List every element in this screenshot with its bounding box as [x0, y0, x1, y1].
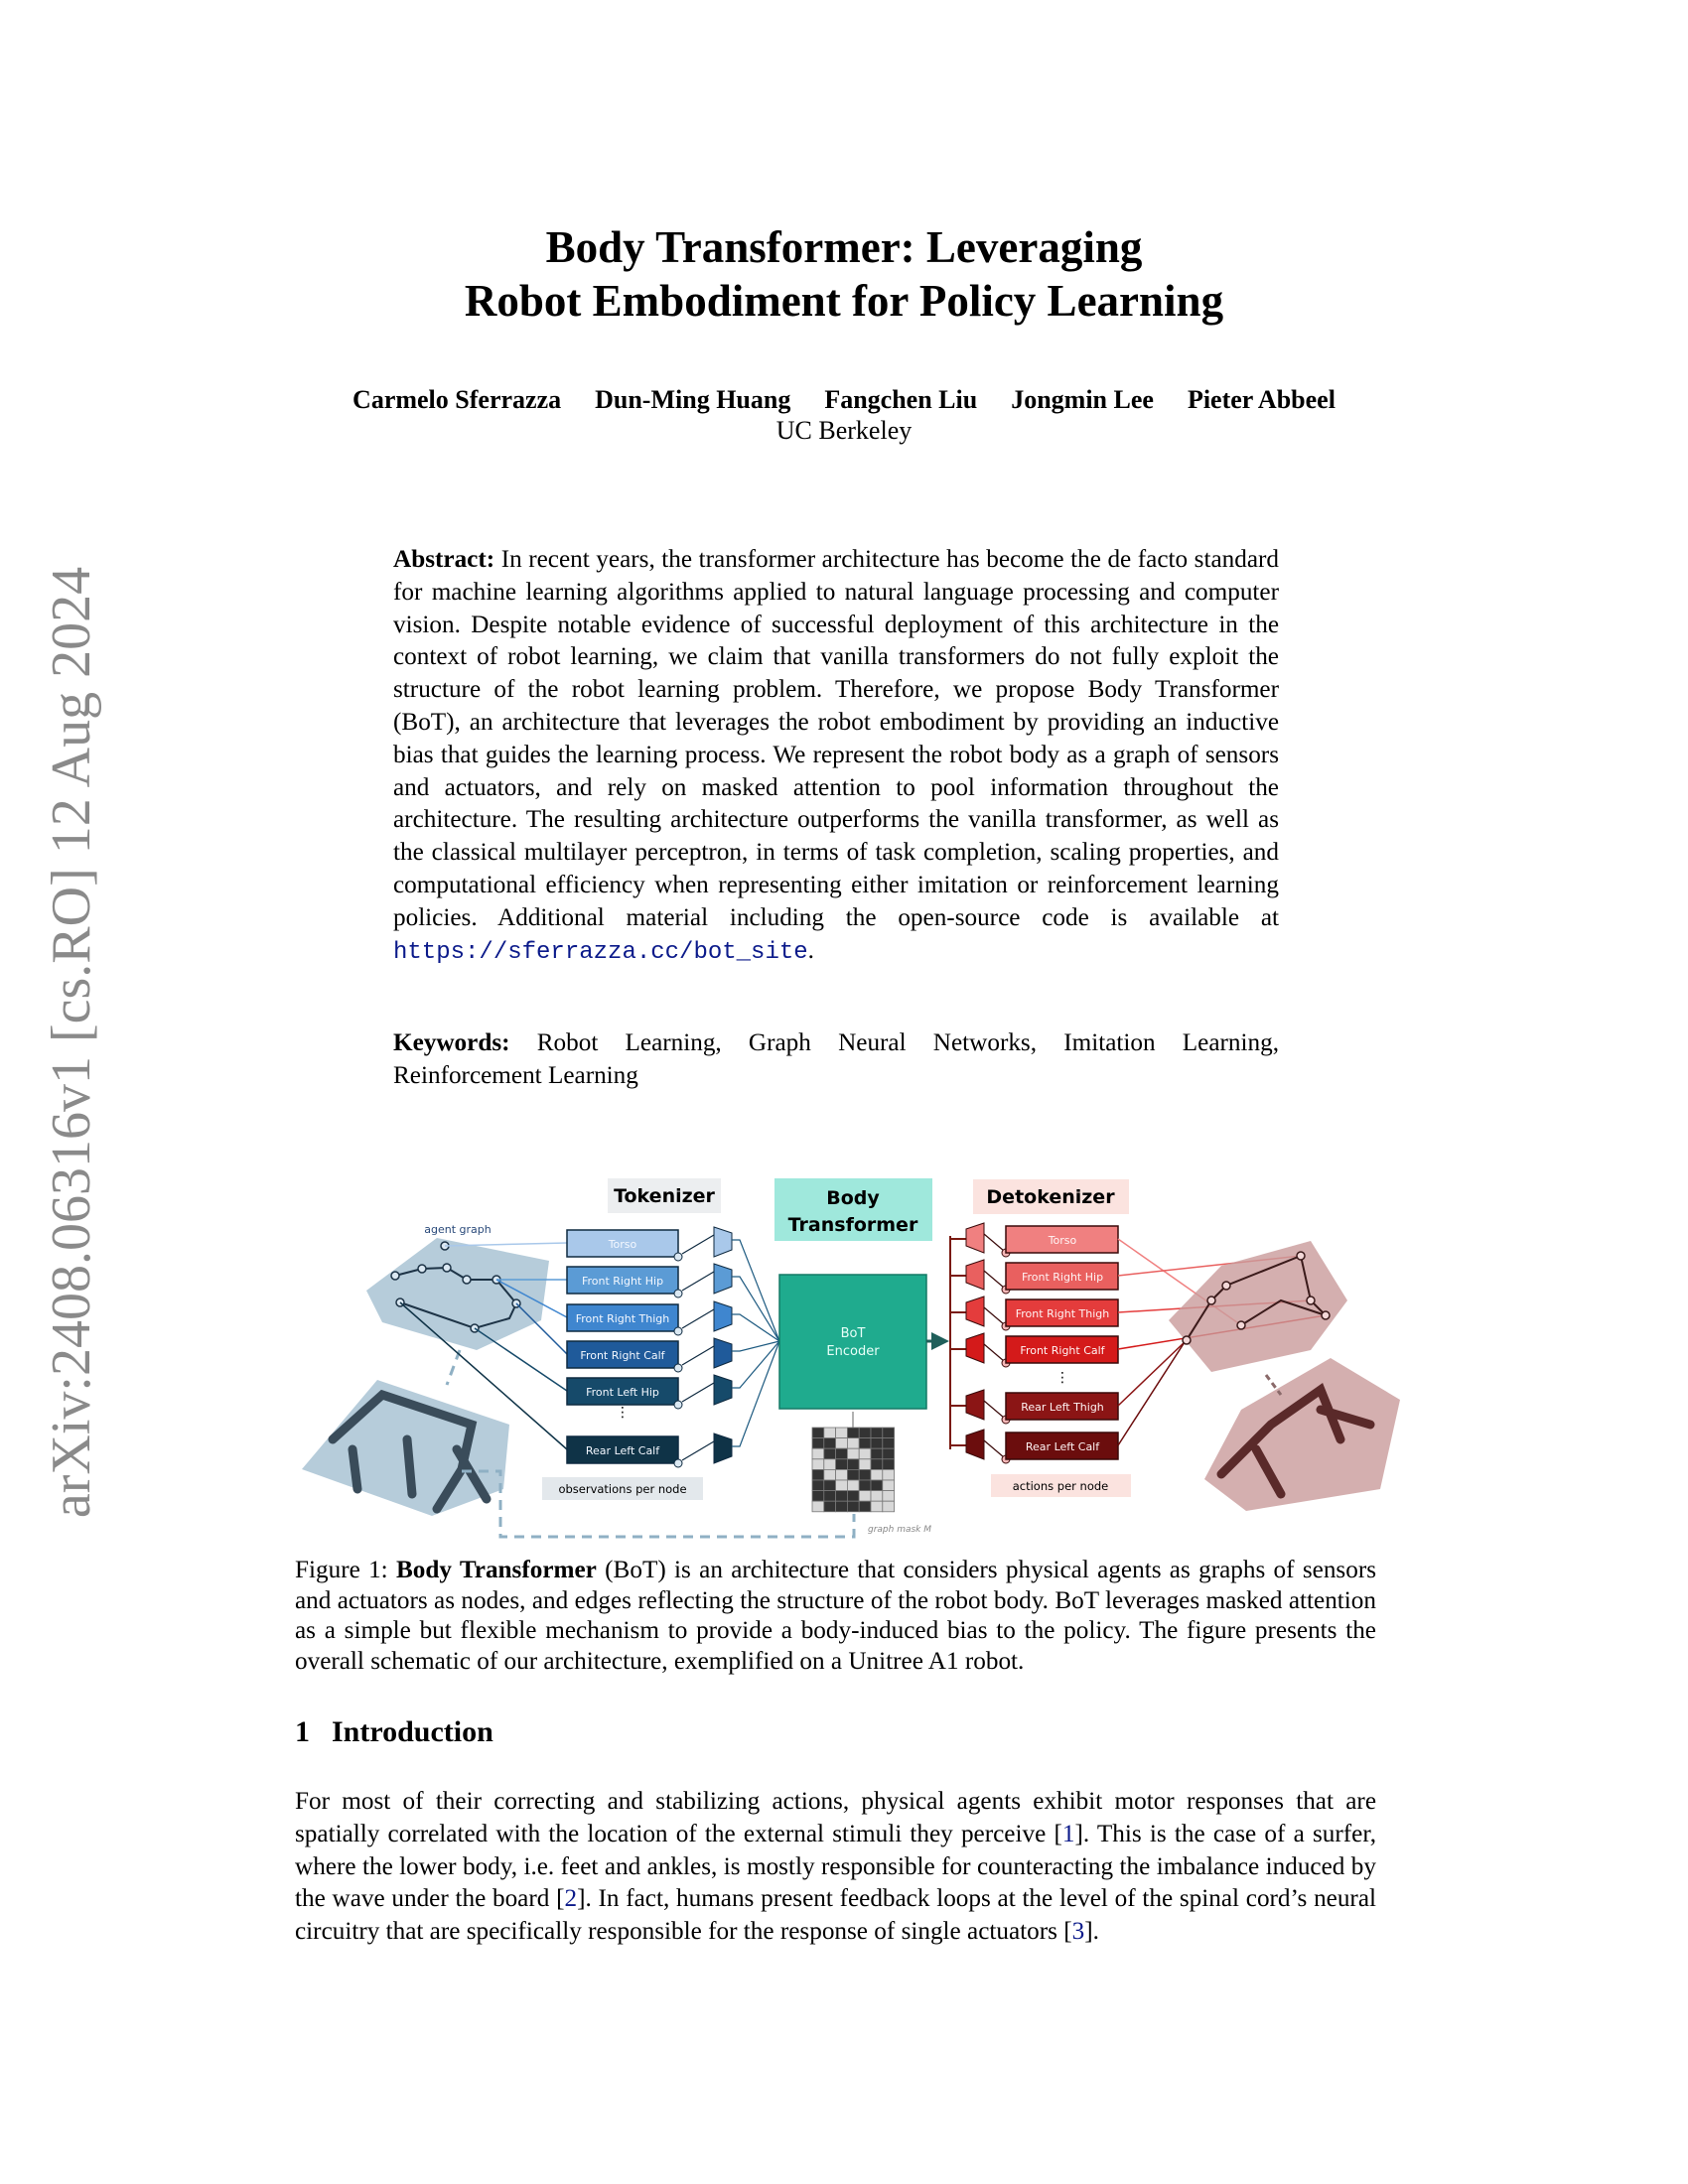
encoder-label-1: BoT	[840, 1326, 866, 1341]
mask-cell	[836, 1469, 848, 1480]
mask-cell	[812, 1480, 824, 1491]
output-robot-cube	[1204, 1358, 1400, 1511]
agent-graph-cube	[366, 1238, 549, 1350]
detokenizer-node-label: Front Right Thigh	[1015, 1307, 1110, 1320]
tokenizer-node-label: Front Left Hip	[586, 1386, 659, 1399]
mask-cell	[859, 1480, 871, 1491]
mask-cell	[859, 1438, 871, 1449]
mask-cell	[883, 1469, 895, 1480]
intro-text: ].	[1084, 1918, 1099, 1946]
detokenizer-mlp-icon	[966, 1223, 984, 1253]
mask-cell	[847, 1469, 859, 1480]
output-graph-cube	[1169, 1241, 1347, 1372]
mask-cell	[871, 1480, 883, 1491]
tokenizer-mlp-icon	[714, 1301, 732, 1331]
section-title: Introduction	[332, 1715, 493, 1748]
mask-cell	[836, 1438, 848, 1449]
mask-cell	[883, 1501, 895, 1512]
port-edge	[682, 1309, 714, 1328]
encoder-label-2: Encoder	[826, 1344, 880, 1359]
mask-cell	[859, 1448, 871, 1459]
mask-cell	[883, 1428, 895, 1438]
port-edge	[682, 1272, 714, 1291]
node-port	[674, 1459, 682, 1467]
port-edge	[984, 1344, 1004, 1361]
port-edge	[984, 1401, 1004, 1418]
node-port	[674, 1327, 682, 1335]
detokenizer-header: Detokenizer	[986, 1186, 1115, 1208]
mask-cell	[824, 1480, 836, 1491]
bot-encoder-block	[779, 1275, 926, 1409]
tokenizer-node-label: Front Right Calf	[580, 1349, 665, 1362]
tokenizer-mlp-icon	[714, 1264, 732, 1294]
mask-cell	[836, 1428, 848, 1438]
port-edge	[984, 1440, 1004, 1457]
mask-cell	[812, 1459, 824, 1470]
port-edge	[984, 1271, 1004, 1288]
detokenizer-mlp-icon	[966, 1430, 984, 1459]
mask-cell	[883, 1438, 895, 1449]
body-transformer-header-2: Transformer	[787, 1214, 918, 1236]
node-port	[674, 1290, 682, 1297]
mask-cell	[812, 1469, 824, 1480]
author: Pieter Abbeel	[1187, 385, 1336, 414]
mask-cell	[859, 1469, 871, 1480]
project-link[interactable]: https://sferrazza.cc/bot_site	[393, 938, 808, 966]
mask-cell	[824, 1428, 836, 1438]
mask-cell	[824, 1501, 836, 1512]
detokenizer-node-label: Torso	[1048, 1234, 1077, 1247]
actions-per-node-label: actions per node	[1012, 1479, 1109, 1493]
author: Dun-Ming Huang	[595, 385, 791, 414]
detokenizer-mlp-icon	[966, 1390, 984, 1420]
body-transformer-header-1: Body	[826, 1187, 880, 1209]
intro-paragraph	[295, 1786, 1376, 1949]
citation-link[interactable]: 2	[564, 1885, 578, 1913]
keywords	[393, 1027, 1279, 1093]
graph-to-node-edge	[475, 1328, 567, 1391]
affiliation: UC Berkeley	[775, 416, 913, 445]
token-to-encoder-edge	[732, 1341, 779, 1388]
node-to-graph-edge	[1118, 1340, 1187, 1406]
tokenizer-node-label: Front Right Hip	[581, 1275, 664, 1288]
tokenizer-mlp-icon	[714, 1375, 732, 1405]
node-port	[674, 1253, 682, 1261]
mask-cell	[824, 1459, 836, 1470]
mask-cell	[883, 1448, 895, 1459]
detokenizer-node-label: Rear Left Thigh	[1021, 1401, 1104, 1414]
arxiv-stamp: arXiv:2408.06316v1 [cs.RO] 12 Aug 2024	[41, 566, 102, 1519]
port-edge	[682, 1441, 714, 1460]
tokenizer-node-label: Rear Left Calf	[585, 1444, 660, 1457]
port-edge	[984, 1307, 1004, 1324]
mask-cell	[871, 1459, 883, 1470]
token-to-encoder-edge	[732, 1341, 779, 1446]
graph-mask-matrix	[812, 1428, 895, 1512]
mask-cell	[871, 1491, 883, 1502]
detokenizer-node-label: Front Right Hip	[1021, 1271, 1104, 1284]
caption-label: Figure 1:	[295, 1557, 388, 1583]
tokenizer-mlp-icon	[714, 1227, 732, 1257]
detokenizer-mlp-icon	[966, 1260, 984, 1290]
tokenizer-mlp-icon	[714, 1433, 732, 1463]
mask-cell	[847, 1480, 859, 1491]
node-port	[674, 1401, 682, 1409]
mask-cell	[883, 1459, 895, 1470]
intro-text: For most of their correcting and stabilizing actions, physical agents exhibit motor responses that are spatially correlated with the location of the external stimuli they perceive [	[295, 1788, 1376, 1847]
paper-title	[0, 220, 1688, 328]
mask-cell	[859, 1501, 871, 1512]
abstract-end: .	[807, 936, 814, 964]
port-edge	[682, 1346, 714, 1365]
abstract-label: Abstract:	[393, 546, 495, 573]
graph-mask-label: graph mask M	[868, 1525, 932, 1535]
title-line-2: Robot Embodiment for Policy Learning	[464, 276, 1224, 326]
mask-cell	[847, 1438, 859, 1449]
token-to-encoder-edge	[732, 1240, 779, 1341]
caption-bold: Body Transformer	[395, 1557, 597, 1583]
citation-link[interactable]: 1	[1061, 1820, 1075, 1847]
mask-cell	[824, 1438, 836, 1449]
node-port	[674, 1364, 682, 1372]
mask-cell	[812, 1448, 824, 1459]
mask-cell	[836, 1480, 848, 1491]
mask-cell	[812, 1501, 824, 1512]
mask-cell	[812, 1428, 824, 1438]
tokenizer-node-label: Torso	[608, 1238, 637, 1251]
mask-cell	[812, 1438, 824, 1449]
mask-cell	[836, 1501, 848, 1512]
left-ellipsis: ⋮	[616, 1405, 630, 1421]
detokenizer-mlp-icon	[966, 1297, 984, 1326]
keywords-text: Robot Learning, Graph Neural Networks, Imitation Learning, Reinforcement Learning	[393, 1029, 1279, 1089]
author: Carmelo Sferrazza	[352, 385, 562, 414]
mask-cell	[871, 1438, 883, 1449]
mask-cell	[847, 1501, 859, 1512]
citation-link[interactable]: 3	[1071, 1918, 1085, 1946]
mask-cell	[836, 1448, 848, 1459]
abstract-text: In recent years, the transformer architecture has become the de facto standard for machine learning algorithms applied to natural language processing and computer vision. Despite notable evidence of successful deployment of this architecture in the context of robot learning, we claim that vanilla transformers do not fully exploit the structure of the robot learning problem. Therefore, we propose Body Transformer (BoT), an architecture that leverages the robot embodiment by providing an inductive bias that guides the learning process. We represent the robot body as a graph of sensors and actuators, and rely on masked attention to pool information throughout the architecture. The resulting architecture outperforms the vanilla transformer, as well as the classical multilayer perceptron, in terms of task completion, scaling properties, and computational efficiency when representing either imitation or reinforcement learning policies. Additional material including the open-source code is available at	[393, 546, 1279, 931]
port-edge	[984, 1234, 1004, 1251]
token-to-encoder-edge	[732, 1314, 779, 1341]
mask-cell	[871, 1448, 883, 1459]
detokenizer-node-label: Rear Left Calf	[1025, 1440, 1100, 1453]
title-line-1: Body Transformer: Leveraging	[545, 222, 1143, 272]
mask-cell	[847, 1459, 859, 1470]
mask-cell	[847, 1428, 859, 1438]
mask-cell	[847, 1448, 859, 1459]
token-to-encoder-edge	[732, 1277, 779, 1341]
right-ellipsis: ⋮	[1055, 1370, 1069, 1386]
mask-cell	[824, 1491, 836, 1502]
port-edge	[682, 1383, 714, 1402]
mask-cell	[836, 1459, 848, 1470]
section-number: 1	[295, 1715, 310, 1748]
mask-cell	[871, 1428, 883, 1438]
mask-cell	[824, 1448, 836, 1459]
mask-cell	[847, 1491, 859, 1502]
abstract	[393, 544, 1279, 969]
agent-graph-label: agent graph	[424, 1223, 492, 1236]
author-list	[0, 385, 1688, 415]
observations-per-node-label: observations per node	[558, 1482, 687, 1496]
tokenizer-header: Tokenizer	[614, 1185, 715, 1207]
mask-cell	[859, 1459, 871, 1470]
section-heading	[295, 1715, 493, 1749]
figure-caption	[295, 1556, 1376, 1677]
author: Fangchen Liu	[824, 385, 978, 414]
port-edge	[682, 1235, 714, 1254]
mask-cell	[883, 1480, 895, 1491]
tokenizer-node-label: Front Right Thigh	[575, 1312, 670, 1325]
mask-cell	[859, 1491, 871, 1502]
intro-text: ]. In fact, humans present feedback loops at the level of the spinal cord’s neural circuitry that are specifically responsible for the response of single actuators [	[295, 1885, 1377, 1946]
tokenizer-mlp-icon	[714, 1338, 732, 1368]
mask-cell	[859, 1428, 871, 1438]
keywords-label: Keywords:	[393, 1029, 510, 1056]
mask-cell	[836, 1491, 848, 1502]
author: Jongmin Lee	[1011, 385, 1154, 414]
mask-cell	[871, 1469, 883, 1480]
mask-cell	[812, 1491, 824, 1502]
mask-cell	[871, 1501, 883, 1512]
mask-cell	[883, 1491, 895, 1502]
detokenizer-node-label: Front Right Calf	[1020, 1344, 1105, 1357]
intro-text: ]. This is the case of a surfer, where the lower body, i.e. feet and ankles, is mostly responsible for counteracting the imbalance induced by the wave under the board [	[295, 1820, 1376, 1913]
detokenizer-mlp-icon	[966, 1333, 984, 1363]
caption-text: (BoT) is an architecture that considers physical agents as graphs of sensors and actuators as nodes, and edges reflecting the structure of the robot body. BoT leverages masked attention as a simple but flexible mechanism to provide a body-induced bias to the policy. The figure presents the overall schematic of our architecture, exemplified on a Unitree A1 robot.	[295, 1557, 1377, 1675]
mask-cell	[824, 1469, 836, 1480]
figure-1-schematic	[288, 1152, 1400, 1539]
